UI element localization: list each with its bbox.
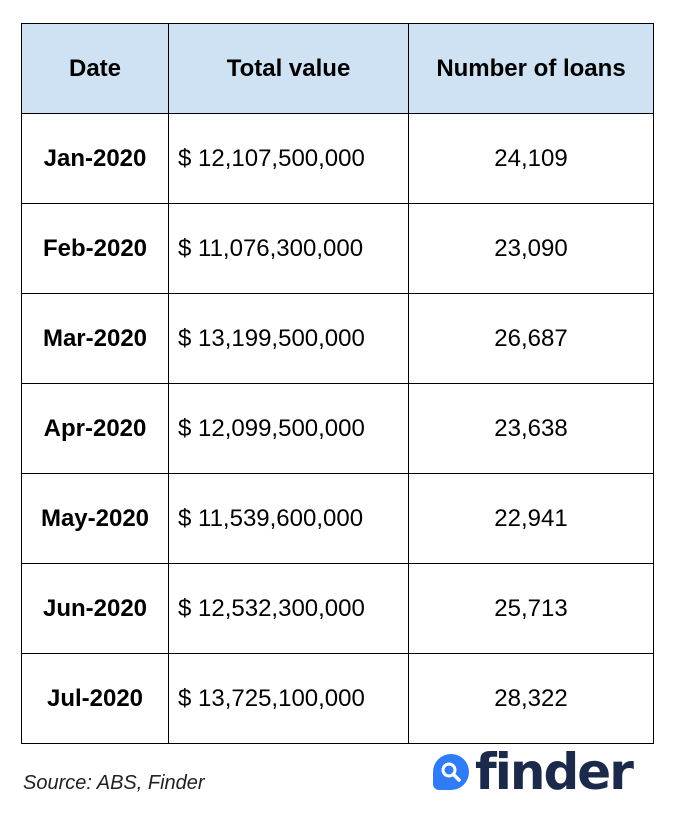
- date-cell: Feb-2020: [22, 204, 169, 294]
- number-of-loans-cell: 23,638: [409, 384, 654, 474]
- table-header-row: [22, 24, 654, 114]
- date-cell: Mar-2020: [22, 294, 169, 384]
- column-header-total-value: Total value: [169, 24, 409, 114]
- table-row: [22, 474, 654, 564]
- date-cell: Jun-2020: [22, 564, 169, 654]
- table-row: [22, 204, 654, 294]
- total-value-cell: $ 11,539,600,000: [169, 474, 409, 564]
- magnifier-icon: [433, 754, 469, 790]
- number-of-loans-cell: 28,322: [409, 654, 654, 744]
- number-of-loans-cell: 26,687: [409, 294, 654, 384]
- number-of-loans-cell: 23,090: [409, 204, 654, 294]
- column-header-date: Date: [22, 24, 169, 114]
- total-value-cell: $ 13,725,100,000: [169, 654, 409, 744]
- number-of-loans-cell: 22,941: [409, 474, 654, 564]
- source-note: Source: ABS, Finder: [23, 772, 205, 794]
- table-body: [22, 114, 654, 744]
- total-value-cell: $ 12,532,300,000: [169, 564, 409, 654]
- table-row: [22, 294, 654, 384]
- table-row: [22, 384, 654, 474]
- logo-wordmark: finder: [475, 743, 632, 801]
- column-header-number-of-loans: Number of loans: [409, 24, 654, 114]
- date-cell: Jul-2020: [22, 654, 169, 744]
- loans-table: [21, 23, 654, 744]
- number-of-loans-cell: 25,713: [409, 564, 654, 654]
- date-cell: Jan-2020: [22, 114, 169, 204]
- number-of-loans-cell: 24,109: [409, 114, 654, 204]
- finder-logo: [433, 744, 632, 800]
- total-value-cell: $ 13,199,500,000: [169, 294, 409, 384]
- table-row: [22, 564, 654, 654]
- date-cell: Apr-2020: [22, 384, 169, 474]
- total-value-cell: $ 11,076,300,000: [169, 204, 409, 294]
- date-cell: May-2020: [22, 474, 169, 564]
- table-row: [22, 654, 654, 744]
- total-value-cell: $ 12,107,500,000: [169, 114, 409, 204]
- table-row: [22, 114, 654, 204]
- total-value-cell: $ 12,099,500,000: [169, 384, 409, 474]
